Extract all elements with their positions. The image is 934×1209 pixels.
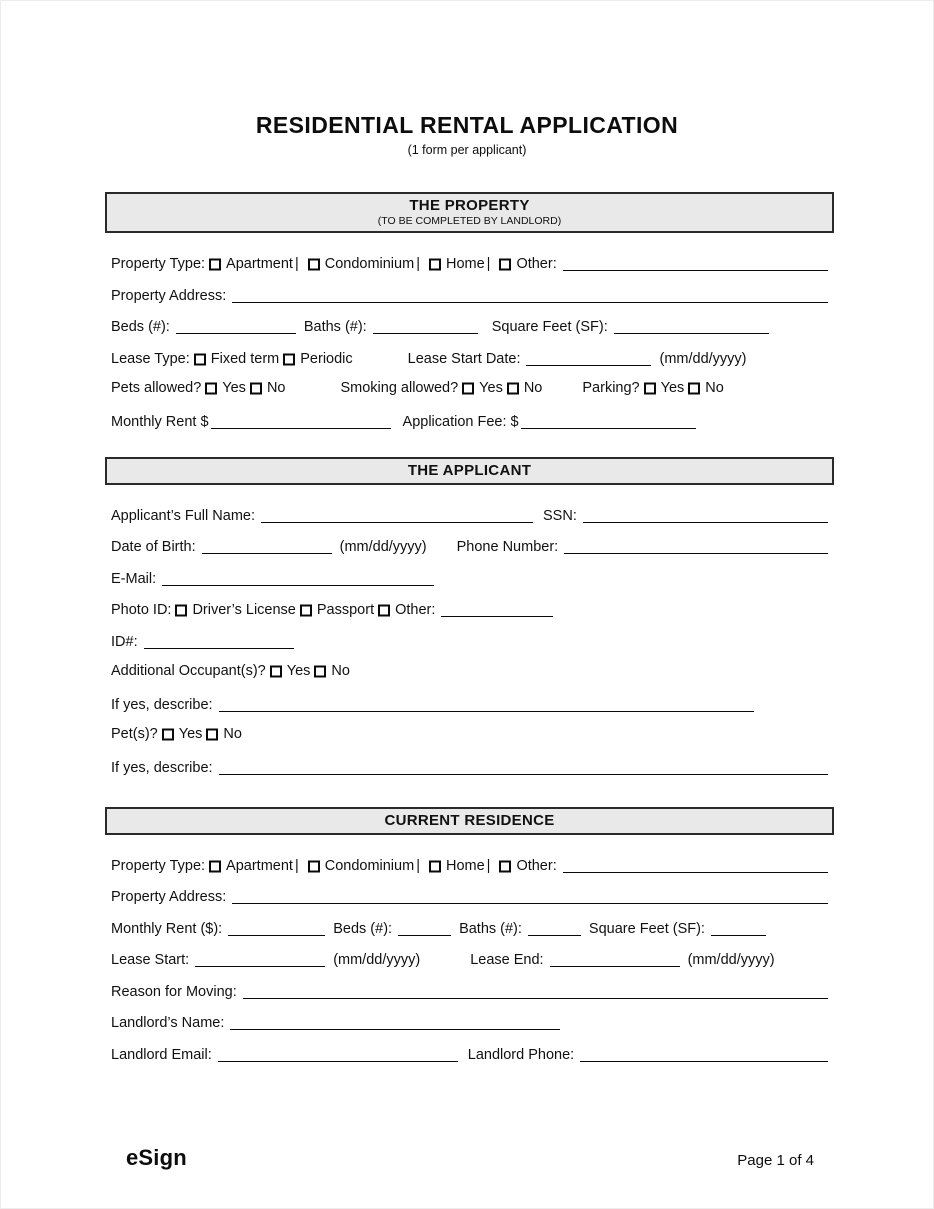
residence-property-type-label: Property Type: [111,857,206,874]
additional-occupants-row [111,663,828,682]
residence-details-row [111,919,828,938]
dob-format-hint: (mm/dd/yyyy) [339,539,427,555]
pets-describe-row [111,758,828,777]
property-section-note: (TO BE COMPLETED BY LANDLORD) [377,215,562,227]
passport-checkbox[interactable] [300,605,312,617]
photo-id-label: Photo ID: [111,602,172,618]
residence-other-label: Other: [516,857,557,874]
fixed-term-checkbox[interactable] [194,353,206,365]
residence-square-feet-label: Square Feet (SF): [588,920,705,937]
residence-home-label: Home [445,857,485,874]
additional-occupants-label: Additional Occupant(s)? [111,663,266,679]
esign-logo: eSign [126,1145,187,1170]
property-type-row [111,254,828,273]
pets-allowed-yes-checkbox[interactable] [205,383,217,395]
landlord-email-input-line[interactable] [218,1048,458,1062]
lease-end-label: Lease End: [470,952,544,968]
square-feet-label: Square Feet (SF): [491,319,608,335]
additional-occupants-yes-label: Yes [286,663,311,679]
application-fee-label: Application Fee: $ [402,413,519,430]
id-number-label: ID#: [111,633,138,650]
email-input-line[interactable] [162,572,434,586]
lease-end-format-hint: (mm/dd/yyyy) [687,952,775,968]
residence-square-feet-input-line[interactable] [711,922,766,936]
residence-home-checkbox[interactable] [429,860,441,872]
pets-no-label: No [223,726,242,742]
document-header [1,1,933,157]
phone-number-label: Phone Number: [456,539,559,555]
monthly-rent-input-line[interactable] [211,415,391,429]
property-section-title: THE PROPERTY [409,197,530,214]
landlord-contact-row [111,1045,828,1064]
landlord-name-label: Landlord’s Name: [111,1015,225,1031]
passport-label: Passport [316,602,375,618]
property-size-row [111,317,828,336]
photo-id-row [111,600,828,619]
residence-monthly-rent-input-line[interactable] [228,922,325,936]
property-other-checkbox[interactable] [499,259,511,271]
pets-allowed-no-label: No [266,380,286,396]
property-apartment-checkbox[interactable] [209,259,221,271]
applicant-dob-row [111,537,828,556]
smoking-allowed-no-checkbox[interactable] [507,383,519,395]
separator: | [294,256,299,272]
residence-lease-dates-row [111,950,828,969]
document-subtitle: (1 form per applicant) [407,143,527,157]
property-address-input-line[interactable] [232,289,828,303]
pets-describe-input-line[interactable] [219,761,828,775]
section-the-property [105,192,834,431]
baths-input-line[interactable] [373,320,478,334]
lease-type-row [111,349,828,368]
periodic-checkbox[interactable] [283,353,295,365]
additional-occupants-no-label: No [331,663,350,679]
lease-end-input-line[interactable] [550,953,680,967]
property-condominium-checkbox[interactable] [308,259,320,271]
reason-for-moving-row [111,982,828,1001]
beds-input-line[interactable] [176,320,296,334]
monthly-rent-label: Monthly Rent $ [111,413,209,430]
application-fee-input-line[interactable] [521,415,696,429]
residence-monthly-rent-label: Monthly Rent ($): [111,920,223,937]
residence-other-checkbox[interactable] [499,860,511,872]
periodic-label: Periodic [300,350,353,367]
full-name-label: Applicant’s Full Name: [111,507,255,524]
smoking-allowed-label: Smoking allowed? [340,380,459,396]
lease-start-format-hint: (mm/dd/yyyy) [333,952,421,968]
occupants-describe-row [111,695,828,714]
property-section-header [105,192,834,233]
separator: | [486,857,491,874]
lease-start-date-format-hint: (mm/dd/yyyy) [659,350,747,367]
parking-yes-checkbox[interactable] [644,383,656,395]
page-footer [126,1145,814,1171]
residence-type-row [111,856,828,875]
residence-section-header [105,807,834,835]
residence-other-input-line[interactable] [563,859,828,873]
pets-if-yes-describe-label: If yes, describe: [111,759,213,776]
pets-allowed-yes-label: Yes [222,380,246,396]
page-indicator: Page 1 of 4 [737,1152,814,1169]
residence-baths-input-line[interactable] [528,922,581,936]
reason-for-moving-input-line[interactable] [243,985,828,999]
pets-allowed-label: Pets allowed? [111,380,202,396]
smoking-allowed-no-label: No [523,380,543,396]
lease-start-label: Lease Start: [111,952,190,968]
phone-number-input-line[interactable] [564,540,828,554]
property-other-label: Other: [516,256,557,272]
occupants-describe-input-line[interactable] [219,698,754,712]
pets-label: Pet(s)? [111,726,158,742]
id-number-row [111,632,828,651]
full-name-input-line[interactable] [261,509,533,523]
additional-occupants-yes-checkbox[interactable] [270,666,282,678]
pets-row [111,726,828,745]
lease-start-date-input-line[interactable] [526,352,651,366]
residence-condominium-checkbox[interactable] [308,860,320,872]
drivers-license-checkbox[interactable] [175,605,187,617]
drivers-license-label: Driver’s License [192,602,296,618]
parking-no-checkbox[interactable] [688,383,700,395]
property-home-label: Home [445,256,485,272]
property-address-label: Property Address: [111,287,227,304]
photo-id-other-label: Other: [395,602,436,618]
fixed-term-label: Fixed term [210,350,280,367]
landlord-name-row [111,1013,828,1032]
baths-label: Baths (#): [303,319,367,335]
date-of-birth-input-line[interactable] [202,540,332,554]
residence-condominium-label: Condominium [324,857,415,874]
lease-start-input-line[interactable] [195,953,325,967]
pets-yes-label: Yes [178,726,203,742]
landlord-name-input-line[interactable] [230,1016,560,1030]
property-condominium-label: Condominium [324,256,415,272]
separator: | [416,857,420,874]
landlord-phone-input-line[interactable] [580,1048,828,1062]
photo-id-other-input-line[interactable] [441,603,553,617]
property-home-checkbox[interactable] [429,259,441,271]
residence-address-input-line[interactable] [232,890,828,904]
date-of-birth-label: Date of Birth: [111,539,196,555]
applicant-email-row [111,569,828,588]
photo-id-other-checkbox[interactable] [378,605,390,617]
smoking-allowed-yes-checkbox[interactable] [462,383,474,395]
lease-type-label: Lease Type: [111,350,190,367]
residence-address-row [111,887,828,906]
ssn-input-line[interactable] [583,509,828,523]
property-options-row [111,380,828,399]
section-current-residence [105,807,834,1064]
document-title: RESIDENTIAL RENTAL APPLICATION [255,112,679,138]
lease-start-date-label: Lease Start Date: [407,350,521,367]
smoking-allowed-yes-label: Yes [479,380,503,396]
applicant-section-title: THE APPLICANT [407,461,532,479]
pets-allowed-no-checkbox[interactable] [250,383,262,395]
residence-address-label: Property Address: [111,889,227,905]
rental-application-form [105,192,834,1064]
rent-fee-row [111,412,828,431]
landlord-phone-label: Landlord Phone: [467,1046,575,1063]
applicant-section-header [105,457,834,485]
residence-apartment-label: Apartment [226,857,293,874]
property-other-input-line[interactable] [563,257,828,271]
residence-apartment-checkbox[interactable] [209,860,221,872]
parking-no-label: No [705,380,724,396]
residence-baths-label: Baths (#): [459,920,522,937]
residence-section-title: CURRENT RESIDENCE [384,811,555,829]
property-apartment-label: Apartment [226,256,293,272]
landlord-email-label: Landlord Email: [111,1046,212,1063]
additional-occupants-no-checkbox[interactable] [314,666,326,678]
property-type-label: Property Type: [111,256,206,272]
square-feet-input-line[interactable] [614,320,769,334]
email-label: E-Mail: [111,570,157,587]
ssn-label: SSN: [543,507,577,524]
separator: | [486,256,491,272]
reason-for-moving-label: Reason for Moving: [111,983,237,1000]
id-number-input-line[interactable] [144,635,294,649]
residence-beds-label: Beds (#): [333,920,393,937]
beds-label: Beds (#): [111,319,170,335]
parking-yes-label: Yes [660,380,685,396]
pets-yes-checkbox[interactable] [162,729,174,741]
pets-no-checkbox[interactable] [206,729,218,741]
section-the-applicant [105,457,834,777]
applicant-name-row [111,506,828,525]
residence-beds-input-line[interactable] [398,922,451,936]
separator: | [294,857,299,874]
parking-label: Parking? [582,380,640,396]
occupants-if-yes-describe-label: If yes, describe: [111,696,213,713]
separator: | [416,256,420,272]
property-address-row [111,286,828,305]
